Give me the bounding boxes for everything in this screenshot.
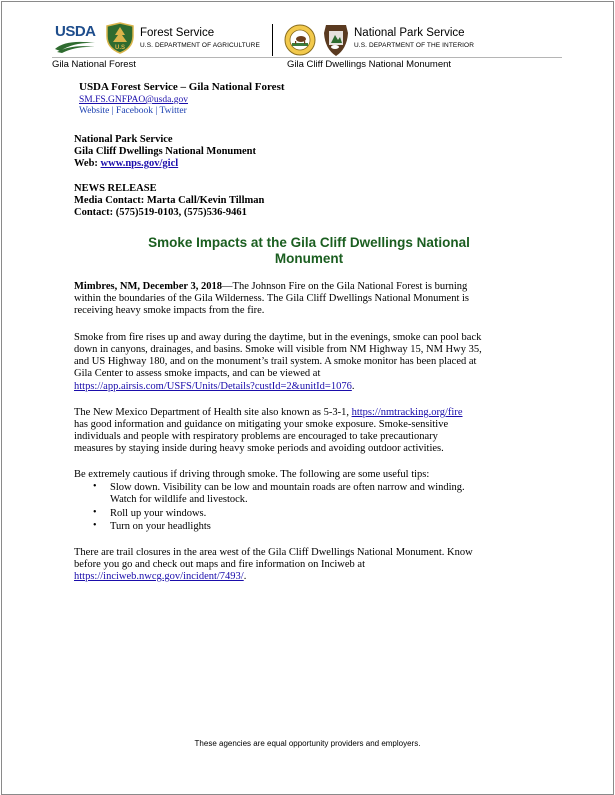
document-page (1, 1, 614, 795)
para5-line1: There are trail closures in the area west of the Gila Cliff Dwellings National Monument. Know (74, 547, 473, 558)
left-unit-label: Gila National Forest (52, 59, 136, 70)
bullet-2: Roll up your windows. (110, 508, 207, 519)
nps-web-link[interactable]: www.nps.gov/gicl (100, 158, 179, 169)
fs-social-links (79, 105, 187, 117)
para3-line1 (74, 407, 463, 419)
bullet-icon: • (93, 507, 97, 518)
doi-seal-icon (284, 24, 316, 56)
nps-web-line (74, 158, 178, 170)
para2-line1: Smoke from fire rises up and away during the daytime, but in the evenings, smoke can pool back (74, 332, 482, 343)
period: . (351, 381, 355, 392)
twitter-link[interactable]: Twitter (159, 106, 187, 116)
para3-line3: individuals and people with respiratory problems are encouraged to take precautionary (74, 431, 438, 442)
bullet-1-cont: Watch for wildlife and livestock. (110, 494, 248, 505)
para5-line2: before you go and check out maps and fire information on Inciweb at (74, 559, 365, 570)
para5-line3 (74, 571, 246, 583)
separator: | (111, 106, 114, 116)
para2-line4: Gila Center to assess smoke impacts, and can be viewed at (74, 368, 321, 379)
header-divider (272, 24, 273, 56)
bullet-icon: • (93, 481, 97, 492)
nps-dept: U.S. DEPARTMENT OF THE INTERIOR (354, 42, 474, 49)
fs-contact-title: USDA Forest Service – Gila National Forest (79, 81, 285, 93)
para2-line3: and US Highway 180, and on the monument’s trail system. A smoke monitor has been placed at (74, 356, 477, 367)
para1-line3: receiving heavy smoke impacts from the fire. (74, 305, 265, 316)
headline-line2: Monument (274, 251, 344, 266)
bullet-icon: • (93, 520, 97, 531)
para2-line2: down in canyons, drainages, and basins. Smoke will visible from NM Highway 15, NM Hwy 35, (74, 344, 482, 355)
nmtracking-link[interactable]: https://nmtracking.org/fire (351, 407, 463, 418)
media-contact: Media Contact: Marta Call/Kevin Tillman (74, 195, 265, 206)
web-label: Web: (74, 158, 98, 169)
smoke-monitor-link[interactable]: https://app.airsis.com/USFS/Units/Details?custId=2&unitId=1076 (74, 381, 352, 392)
header-rule (52, 57, 562, 58)
separator: | (155, 106, 158, 116)
forest-service-name: Forest Service (140, 27, 215, 39)
website-link[interactable]: Website (79, 106, 110, 116)
usda-logo-text: USDA (55, 23, 96, 40)
nps-contact-line2: Gila Cliff Dwellings National Monument (74, 146, 257, 157)
para1-line2: within the boundaries of the Gila Wilderness. The Gila Cliff Dwellings National Monument is (74, 293, 470, 304)
headline-line1: Smoke Impacts at the Gila Cliff Dwellings National (148, 235, 470, 250)
nps-arrowhead-icon (323, 23, 349, 57)
para1-line1 (74, 281, 467, 293)
para1-text: —The Johnson Fire on the Gila National Forest is burning (222, 281, 468, 292)
dateline: Mimbres, NM, December 3, 2018 (74, 281, 223, 292)
period: . (243, 571, 247, 582)
usda-logo-swoosh-icon (54, 39, 96, 53)
right-unit-label: Gila Cliff Dwellings National Monument (287, 59, 452, 70)
nps-name: National Park Service (354, 27, 465, 39)
nps-contact-line1: National Park Service (74, 134, 173, 145)
para2-line5 (74, 381, 354, 393)
para4-intro: Be extremely cautious if driving through smoke. The following are some useful tips: (74, 469, 430, 480)
bullet-1: Slow down. Visibility can be low and mountain roads are often narrow and winding. (110, 482, 465, 493)
facebook-link[interactable]: Facebook (116, 106, 153, 116)
para3-line4: measures by staying inside during heavy smoke periods and avoiding outdoor activities. (74, 443, 444, 454)
para3-text: The New Mexico Department of Health site also known as 5-3-1, (74, 407, 352, 418)
para3-line2: has good information and guidance on mitigating your smoke exposure. Smoke-sensitive (74, 419, 449, 430)
bullet-3: Turn on your headlights (110, 521, 211, 532)
news-release-label: NEWS RELEASE (74, 183, 157, 194)
footer-statement: These agencies are equal opportunity providers and employers. (194, 739, 421, 748)
shield-text: U.S (114, 45, 126, 51)
fs-email-link[interactable]: SM.FS.GNFPAO@usda.gov (79, 95, 188, 105)
forest-service-dept: U.S. DEPARTMENT OF AGRICULTURE (140, 42, 260, 49)
contact-phone: Contact: (575)519-0103, (575)536-9461 (74, 207, 247, 218)
inciweb-link[interactable]: https://inciweb.nwcg.gov/incident/7493/ (74, 571, 244, 582)
forest-service-shield-icon (105, 22, 135, 54)
